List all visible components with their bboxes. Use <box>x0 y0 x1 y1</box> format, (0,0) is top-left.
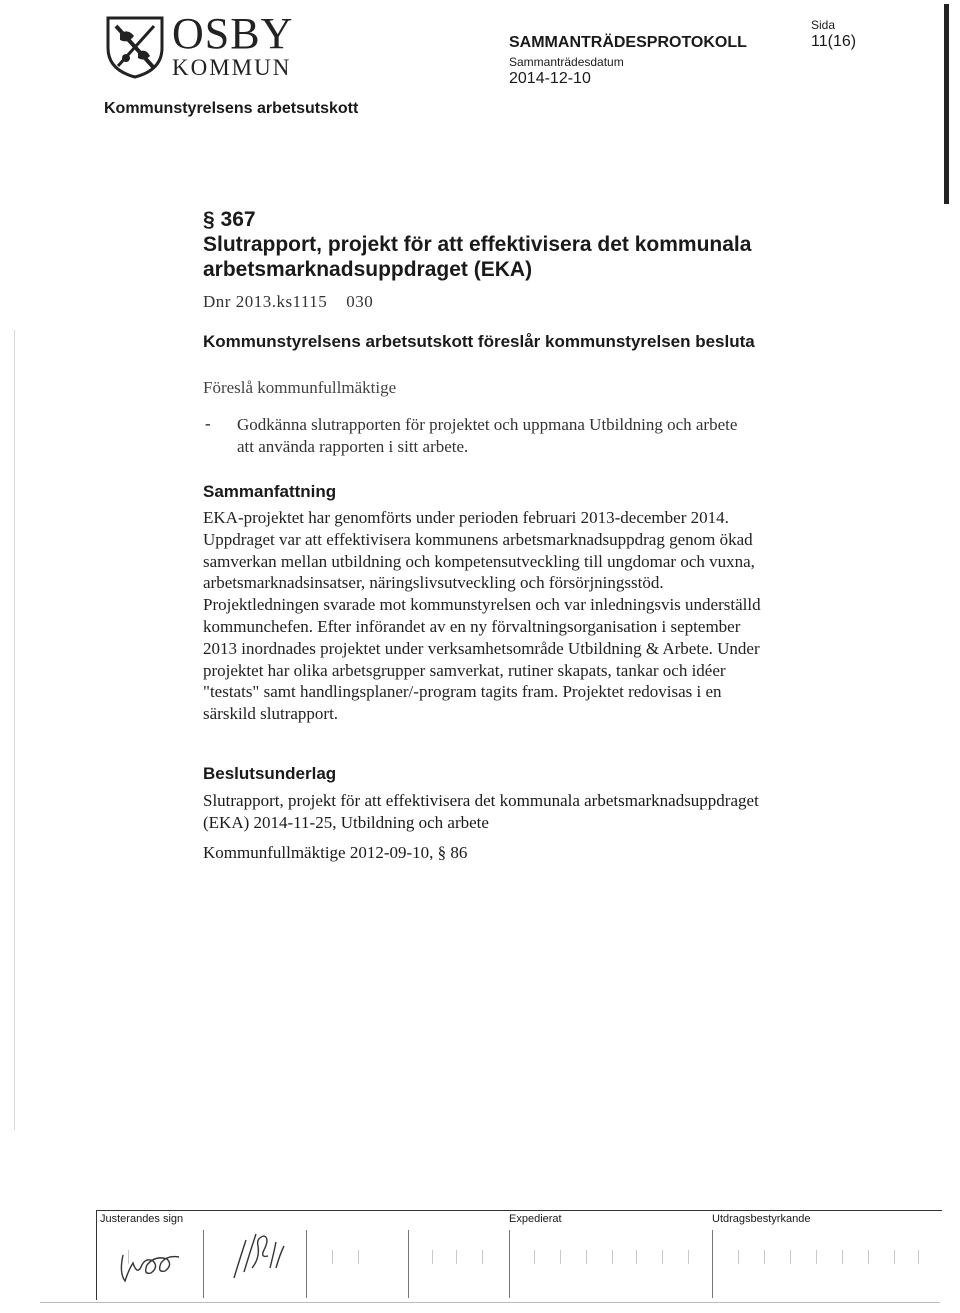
signature-column-divider <box>712 1230 713 1298</box>
logo-subtitle: KOMMUN <box>172 55 292 80</box>
basis-item: Slutrapport, projekt för att effektivisera det kommunala arbetsmarknadsuppdraget (EKA) 2014-11-25, Utbildning och arbete <box>203 791 759 832</box>
diary-number: Dnr 2013.ks1115 030 <box>203 292 374 311</box>
osby-coat-of-arms-icon <box>104 14 166 80</box>
scan-tick <box>636 1250 637 1264</box>
basis-heading: Beslutsunderlag <box>203 764 337 783</box>
signature-column-divider <box>306 1230 307 1298</box>
footer-border <box>96 1210 97 1300</box>
summary-heading: Sammanfattning <box>203 482 337 501</box>
page-number: 11(16) <box>811 33 857 50</box>
bottom-scan-line <box>40 1302 940 1303</box>
scan-tick <box>456 1250 457 1264</box>
meeting-date-value: 2014-12-10 <box>509 70 591 87</box>
basis-item: Kommunfullmäktige 2012-09-10, § 86 <box>203 843 468 862</box>
scan-tick <box>358 1250 359 1264</box>
scan-tick <box>894 1250 895 1264</box>
proposal-item: Godkänna slutrapporten för projektet och uppmana Utbildning och arbete att använda rapporten i sitt arbete. <box>237 415 738 456</box>
meeting-date-label: Sammanträdesdatum <box>509 55 624 69</box>
scan-tick <box>586 1250 587 1264</box>
scan-tick <box>918 1250 919 1264</box>
signature-column-divider <box>203 1230 204 1298</box>
summary-body: EKA-projektet har genomförts under perioden februari 2013-december 2014. Uppdraget var att effektivisera kommunens arbetsmarknadsuppdrag genom ökad samverkan mellan utbildning och kompetensutveckling till ungdomar och vuxna, arbetsmarknadsinsatser, näringslivsutveckling och försörjningsstöd. Projektledningen svarade mot kommunstyrelsen och var inledningsvis underställd kommunchefen. Efter införandet av en ny förvaltningsorganisation i september 2013 inordnades projektet under verksamhetsområde Utbildning & Arbete. Under projektet har olika arbetsgrupper samverkat, rutiner skapats, tankar och idéer "testats" samt handlingsplaner/-program tagits fram. Projektet redovisas i en särskild slutrapport. <box>203 508 761 724</box>
proposal-heading: Kommunstyrelsens arbetsutskott föreslår kommunstyrelsen besluta <box>203 332 755 351</box>
logo-name: OSBY <box>172 9 294 58</box>
scan-tick <box>332 1250 333 1264</box>
scan-margin-line <box>14 330 15 1130</box>
expedierat-label: Expedierat <box>509 1213 562 1225</box>
page-label: Sida <box>811 18 836 32</box>
signature-initials-1 <box>115 1243 185 1285</box>
scan-tick <box>816 1250 817 1264</box>
committee-name: Kommunstyrelsens arbetsutskott <box>104 100 359 117</box>
scan-tick <box>432 1250 433 1264</box>
document-type: SAMMANTRÄDESPROTOKOLL <box>509 34 747 51</box>
scan-tick <box>612 1250 613 1264</box>
scan-tick <box>128 1250 129 1264</box>
footer-divider <box>96 1210 942 1211</box>
scan-edge-mark <box>944 4 949 204</box>
scan-tick <box>482 1250 483 1264</box>
signature-column-divider <box>509 1230 510 1298</box>
list-dash: - <box>205 414 211 433</box>
scan-tick <box>842 1250 843 1264</box>
signature-column-divider <box>408 1230 409 1298</box>
justerandes-sign-label: Justerandes sign <box>100 1213 184 1225</box>
scan-tick <box>688 1250 689 1264</box>
scan-tick <box>764 1250 765 1264</box>
scan-tick <box>560 1250 561 1264</box>
section-number: § 367 <box>203 208 256 231</box>
scan-tick <box>868 1250 869 1264</box>
scan-tick <box>738 1250 739 1264</box>
proposal-subheading: Föreslå kommunfullmäktige <box>203 378 397 397</box>
scan-tick <box>534 1250 535 1264</box>
section-title: Slutrapport, projekt för att effektivisera det kommunala arbetsmarknadsuppdraget (EKA) <box>203 233 752 281</box>
utdragsbestyrkande-label: Utdragsbestyrkande <box>712 1213 811 1225</box>
signature-initials-2 <box>230 1228 290 1284</box>
scan-tick <box>790 1250 791 1264</box>
scan-tick <box>662 1250 663 1264</box>
